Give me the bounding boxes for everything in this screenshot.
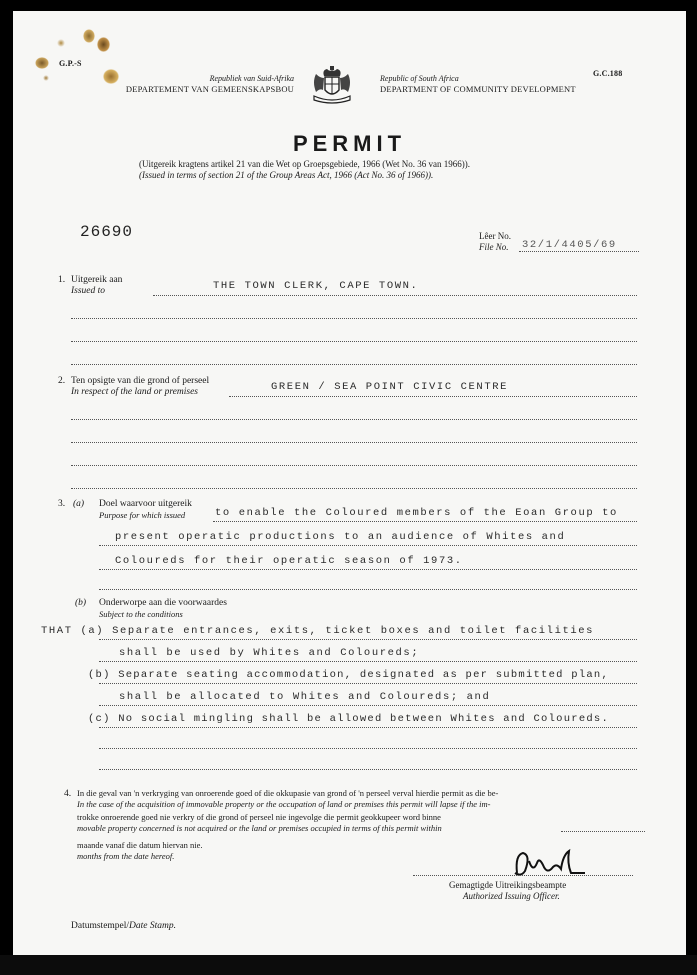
form-code-left: G.P.-S (59, 59, 82, 68)
stain-mark (83, 29, 95, 43)
date-stamp-label-en: Date Stamp. (129, 921, 177, 931)
scan-border (0, 955, 697, 975)
section3-number: 3. (58, 499, 66, 509)
file-number: 32/1/4405/69 (522, 239, 617, 251)
section4-line-2: In the case of the acquisition of immovable property or the occupation of land or premises this permit will lapse if the im- (77, 799, 491, 809)
stain-mark (35, 57, 49, 69)
condition-line-5: (c) No social mingling shall be allowed between Whites and Coloureds. (88, 713, 610, 725)
section4-line-5: maande vanaf die datum hiervan nie. (77, 840, 203, 850)
af-department: DEPARTEMENT VAN GEMEENSKAPSBOU (125, 84, 294, 94)
section1-label-en: Issued to (71, 286, 106, 296)
section4-line-3: trokke onroerende goed nie verkry of die grond of perseel nie ingevolge die permit geokkupeer word binne (77, 812, 441, 822)
dotted-line (71, 442, 637, 443)
dotted-line (153, 295, 637, 296)
stain-mark (57, 39, 65, 47)
section1-number: 1. (58, 275, 66, 285)
coat-of-arms-icon (310, 66, 354, 106)
dotted-line (519, 251, 639, 252)
dotted-line (99, 589, 637, 590)
dotted-line (71, 364, 637, 365)
dotted-line (229, 396, 637, 397)
dotted-line (99, 705, 637, 706)
title-subtitle-af: (Uitgereik kragtens artikel 21 van die Wet op Groepsgebiede, 1966 (Wet No. 36 van 1966)). (139, 159, 471, 169)
section2-number: 2. (58, 376, 66, 386)
section3a-label-af: Doel waarvoor uitgereik (99, 499, 192, 509)
section4-number: 4. (64, 789, 72, 799)
issued-to-value: THE TOWN CLERK, CAPE TOWN. (213, 280, 419, 292)
form-code-right: G.C.188 (593, 69, 623, 78)
section1-label-af: Uitgereik aan (71, 275, 123, 285)
signature-line (413, 875, 633, 876)
stain-mark (43, 75, 49, 81)
stain-mark (97, 37, 110, 52)
section2-label-en: In respect of the land or premises (71, 387, 198, 397)
permit-document (13, 11, 686, 955)
section3b-label-en: Subject to the conditions (99, 609, 183, 619)
dotted-line (71, 341, 637, 342)
dotted-line (99, 727, 637, 728)
permit-number: 26690 (80, 223, 134, 241)
purpose-line-2: present operatic productions to an audience of Whites and (115, 531, 566, 543)
page-title: PERMIT (292, 131, 407, 156)
file-label-af: Lêer No. (479, 231, 511, 241)
en-department: DEPARTMENT OF COMMUNITY DEVELOPMENT (380, 84, 576, 94)
premises-value: GREEN / SEA POINT CIVIC CENTRE (271, 381, 509, 393)
stain-mark (103, 69, 119, 84)
dotted-line (99, 569, 637, 570)
dotted-line (99, 639, 637, 640)
dotted-line (99, 545, 637, 546)
condition-line-4: shall be allocated to Whites and Coloureds; and (119, 691, 491, 703)
dotted-line (71, 419, 637, 420)
dotted-line (99, 769, 637, 770)
dotted-line (71, 488, 637, 489)
section3a-sub: (a) (73, 499, 85, 509)
date-stamp-label-af: Datumstempel/ (71, 921, 130, 931)
purpose-line-1: to enable the Coloured members of the Eoan Group to (215, 507, 618, 519)
af-country: Republiek van Suid-Afrika (209, 74, 294, 83)
signature-label-af: Gemagtigde Uitreikingsbeampte (449, 880, 567, 890)
section4-line-6: months from the date hereof. (77, 851, 175, 861)
dotted-line (561, 831, 645, 832)
purpose-line-3: Coloureds for their operatic season of 1973. (115, 555, 463, 567)
date-stamp-label (71, 921, 176, 931)
dotted-line (71, 318, 637, 319)
dotted-line (213, 521, 637, 522)
section3b-sub: (b) (75, 598, 87, 608)
dotted-line (71, 465, 637, 466)
en-country: Republic of South Africa (380, 74, 459, 83)
file-label-en: File No. (479, 242, 509, 252)
signature-label-en: Authorized Issuing Officer. (463, 891, 560, 901)
dotted-line (99, 661, 637, 662)
dotted-line (99, 748, 637, 749)
section4-line-4: movable property concerned is not acquired or the land or premises occupied in terms of this permit within (77, 823, 442, 833)
dotted-line (99, 683, 637, 684)
condition-line-1: THAT (a) Separate entrances, exits, ticket boxes and toilet facilities (41, 625, 595, 637)
condition-line-2: shall be used by Whites and Coloureds; (119, 647, 420, 659)
title-subtitle-en: (Issued in terms of section 21 of the Group Areas Act, 1966 (Act No. 36 of 1966)). (139, 170, 434, 180)
handwritten-signature (507, 843, 587, 883)
section2-label-af: Ten opsigte van die grond of perseel (71, 376, 210, 386)
condition-line-3: (b) Separate seating accommodation, designated as per submitted plan, (88, 669, 610, 681)
section3a-label-en: Purpose for which issued (99, 510, 186, 520)
section4-line-1: In die geval van 'n verkryging van onroerende goed of die okkupasie van grond of 'n perseel verval hierdie permit as die be- (77, 788, 499, 798)
section3b-label-af: Onderworpe aan die voorwaardes (99, 598, 227, 608)
